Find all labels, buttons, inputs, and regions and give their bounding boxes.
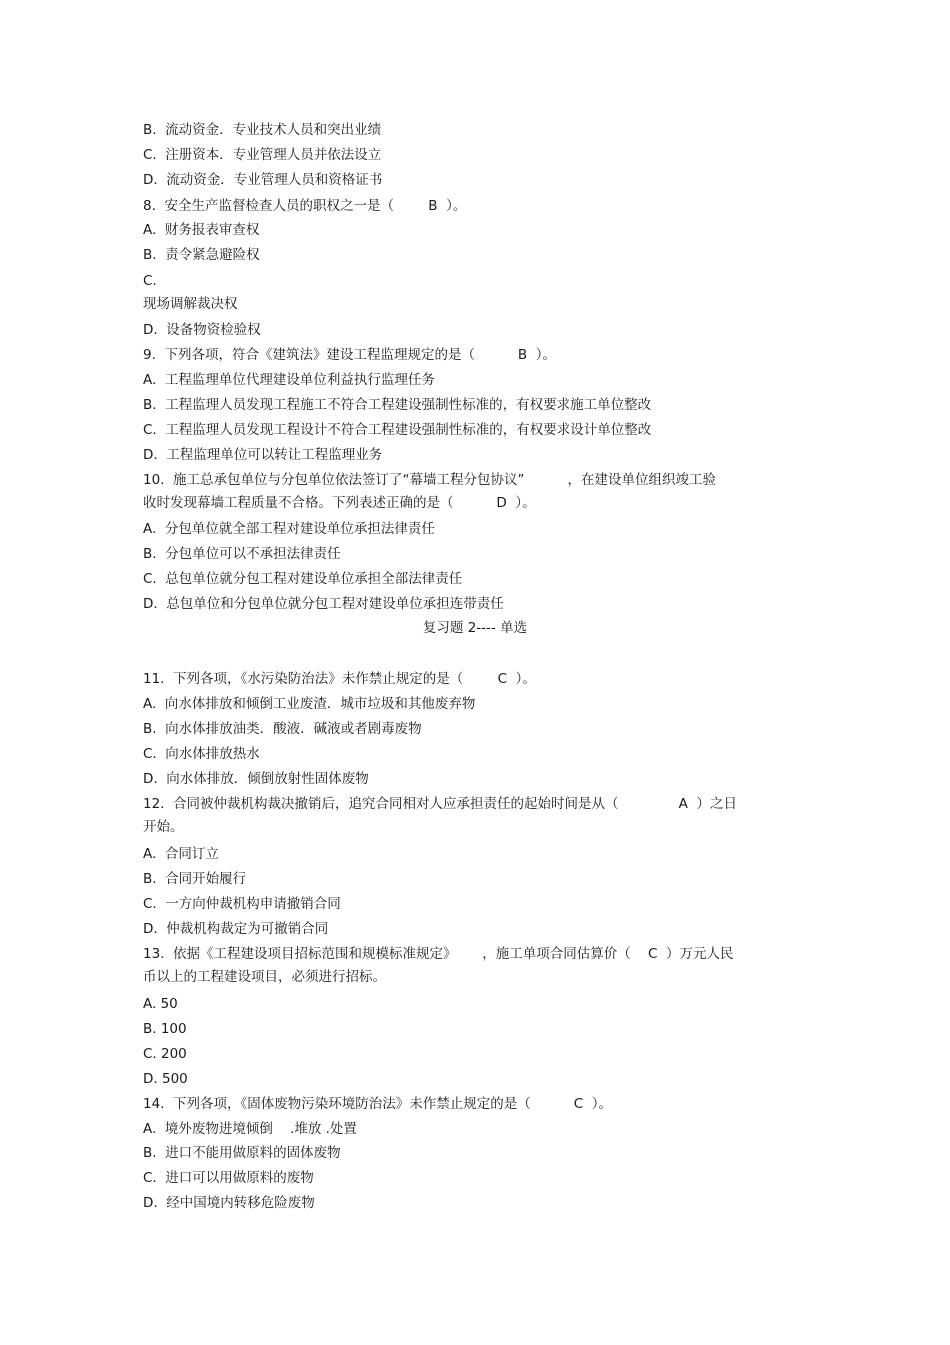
option-line: C. 注册资本．专业管理人员并依法设立 — [143, 147, 382, 163]
option-line: C. — [143, 273, 157, 289]
question-line: 13. 依据《工程建设项目招标范围和规模标准规定》 ，施工单项合同估算价（ C ）万元人民 — [143, 946, 734, 962]
option-line: B. 进口不能用做原料的固体废物 — [143, 1145, 341, 1161]
option-line: B. 责令紧急避险权 — [143, 247, 260, 263]
option-line: D. 流动资金．专业管理人员和资格证书 — [143, 172, 383, 188]
question-line: 开始。 — [143, 819, 184, 835]
option-line: D. 500 — [143, 1071, 188, 1087]
option-line: 现场调解裁决权 — [143, 296, 238, 312]
option-line: A. 境外废物进境倾倒 .堆放 .处置 — [143, 1121, 357, 1137]
question-line: 12. 合同被仲裁机构裁决撤销后，追究合同相对人应承担责任的起始时间是从（ A ）之日 — [143, 796, 737, 812]
option-line: B. 工程监理人员发现工程施工不符合工程建设强制性标准的，有权要求施工单位整改 — [143, 397, 652, 413]
option-line: A. 向水体排放和倾倒工业废渣．城市垃圾和其他废弃物 — [143, 696, 476, 712]
option-line: B. 合同开始履行 — [143, 871, 247, 887]
option-line: A. 50 — [143, 996, 178, 1012]
question-line: 收时发现幕墙工程质量不合格。下列表述正确的是（ D ）。 — [143, 495, 536, 511]
option-line: D. 设备物资检验权 — [143, 322, 261, 338]
question-line: 14. 下列各项，《固体废物污染环境防治法》未作禁止规定的是（ C ）。 — [143, 1096, 612, 1112]
question-line: 8. 安全生产监督检查人员的职权之一是（ B ）。 — [143, 198, 467, 214]
option-line: B. 100 — [143, 1021, 187, 1037]
question-line: 10. 施工总承包单位与分包单位依法签订了“幕墙工程分包协议” ，在建设单位组织竣工验 — [143, 472, 716, 488]
option-line: C. 工程监理人员发现工程设计不符合工程建设强制性标准的，有权要求设计单位整改 — [143, 422, 652, 438]
option-line: D. 工程监理单位可以转让工程监理业务 — [143, 447, 383, 463]
option-line: B. 向水体排放油类．酸液．碱液或者剧毒废物 — [143, 721, 422, 737]
option-line: D. 仲裁机构裁定为可撤销合同 — [143, 921, 329, 937]
option-line: C. 进口可以用做原料的废物 — [143, 1170, 314, 1186]
option-line: C. 向水体排放热水 — [143, 746, 260, 762]
option-line: C. 总包单位就分包工程对建设单位承担全部法律责任 — [143, 571, 463, 587]
option-line: B. 流动资金．专业技术人员和突出业绩 — [143, 122, 382, 138]
section-heading: 复习题 2---- 单选 — [422, 620, 528, 636]
option-line: A. 合同订立 — [143, 846, 219, 862]
option-line: D. 总包单位和分包单位就分包工程对建设单位承担连带责任 — [143, 596, 504, 612]
question-line: 11. 下列各项，《水污染防治法》未作禁止规定的是（ C ）。 — [143, 671, 536, 687]
question-line: 币以上的工程建设项目，必须进行招标。 — [143, 969, 386, 985]
option-line: C. 一方向仲裁机构申请撤销合同 — [143, 896, 341, 912]
option-line: A. 财务报表审查权 — [143, 222, 260, 238]
option-line: B. 分包单位可以不承担法律责任 — [143, 546, 341, 562]
option-line: D. 经中国境内转移危险废物 — [143, 1195, 315, 1211]
option-line: D. 向水体排放．倾倒放射性固体废物 — [143, 771, 369, 787]
option-line: A. 分包单位就全部工程对建设单位承担法律责任 — [143, 521, 435, 537]
question-line: 9. 下列各项，符合《建筑法》建设工程监理规定的是（ B ）。 — [143, 347, 556, 363]
option-line: A. 工程监理单位代理建设单位利益执行监理任务 — [143, 372, 435, 388]
option-line: C. 200 — [143, 1046, 187, 1062]
